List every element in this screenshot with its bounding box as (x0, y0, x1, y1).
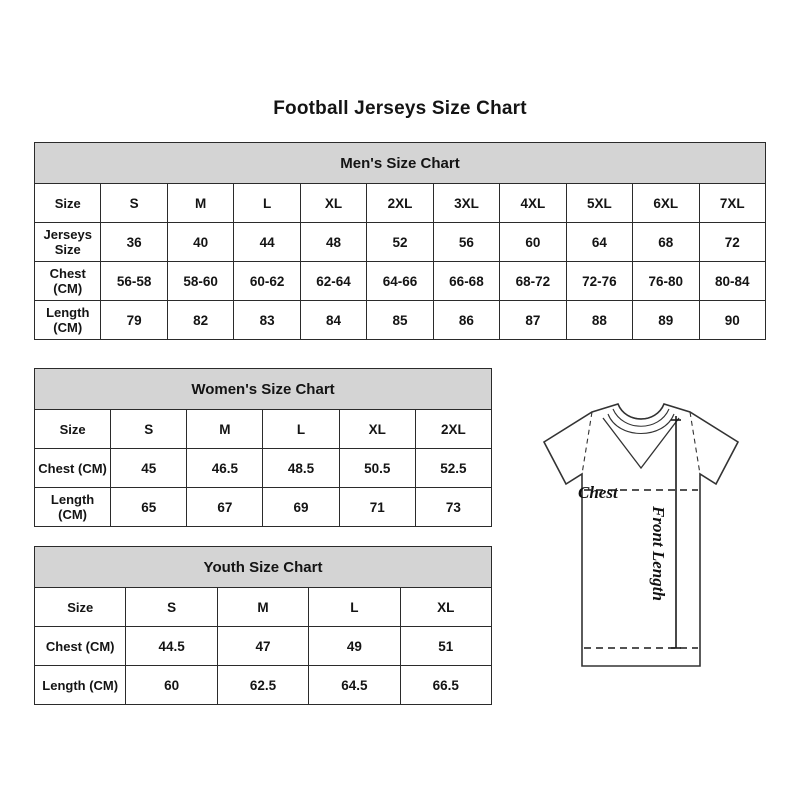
table-row (35, 488, 492, 527)
table-row (35, 588, 492, 627)
table-cell: 7XL (699, 184, 765, 223)
row-label: Chest (CM) (35, 262, 101, 301)
table-cell: 80-84 (699, 262, 765, 301)
row-label: Size (35, 588, 126, 627)
table-cell: 58-60 (167, 262, 233, 301)
table-cell: 44 (234, 223, 300, 262)
table-header-row (35, 547, 492, 588)
table-cell: 71 (339, 488, 415, 527)
table-row (35, 627, 492, 666)
table-row (35, 449, 492, 488)
table-cell: XL (339, 410, 415, 449)
front-length-measure-label: Front Length (649, 506, 668, 601)
table-cell: L (234, 184, 300, 223)
table-cell: 51 (400, 627, 491, 666)
table-cell: 40 (167, 223, 233, 262)
table-cell: 85 (367, 301, 433, 340)
table-cell: L (309, 588, 400, 627)
table-cell: 56-58 (101, 262, 167, 301)
table-cell: 2XL (415, 410, 491, 449)
table-cell: 48.5 (263, 449, 339, 488)
row-label: Chest (CM) (35, 627, 126, 666)
table-cell: 62.5 (217, 666, 308, 705)
table-row (35, 666, 492, 705)
table-cell: L (263, 410, 339, 449)
table-cell: 2XL (367, 184, 433, 223)
table-cell: 84 (300, 301, 366, 340)
mens-chart-heading: Men's Size Chart (35, 143, 766, 184)
row-label: Length (CM) (35, 301, 101, 340)
table-cell: 60-62 (234, 262, 300, 301)
table-cell: S (126, 588, 217, 627)
table-cell: 73 (415, 488, 491, 527)
row-label: Size (35, 184, 101, 223)
row-label: Size (35, 410, 111, 449)
table-cell: 72-76 (566, 262, 632, 301)
jersey-outline-icon (500, 398, 782, 688)
table-header-row (35, 369, 492, 410)
table-cell: 44.5 (126, 627, 217, 666)
table-header-row (35, 143, 766, 184)
table-cell: 68-72 (500, 262, 566, 301)
table-cell: 67 (187, 488, 263, 527)
table-row (35, 184, 766, 223)
table-cell: M (187, 410, 263, 449)
table-cell: 76-80 (633, 262, 699, 301)
left-shoulder-seam (582, 412, 592, 474)
table-cell: S (101, 184, 167, 223)
jersey-measurement-diagram (500, 398, 782, 688)
table-cell: XL (400, 588, 491, 627)
table-cell: 64 (566, 223, 632, 262)
mens-size-chart-table (34, 142, 766, 340)
table-cell: 68 (633, 223, 699, 262)
table-cell: 87 (500, 301, 566, 340)
v-neck-line (603, 418, 679, 468)
table-cell: 72 (699, 223, 765, 262)
table-cell: 4XL (500, 184, 566, 223)
table-cell: 3XL (433, 184, 499, 223)
youth-chart-heading: Youth Size Chart (35, 547, 492, 588)
table-cell: 52 (367, 223, 433, 262)
table-cell: 5XL (566, 184, 632, 223)
table-cell: M (217, 588, 308, 627)
row-label: Chest (CM) (35, 449, 111, 488)
womens-chart-heading: Women's Size Chart (35, 369, 492, 410)
table-cell: 64-66 (367, 262, 433, 301)
table-cell: 66-68 (433, 262, 499, 301)
collar-line-2 (613, 409, 669, 426)
youth-size-chart-table (34, 546, 492, 705)
table-row (35, 223, 766, 262)
table-cell: 45 (111, 449, 187, 488)
row-label: Jerseys Size (35, 223, 101, 262)
row-label: Length (CM) (35, 488, 111, 527)
womens-size-chart-table (34, 368, 492, 527)
table-cell: 64.5 (309, 666, 400, 705)
table-cell: S (111, 410, 187, 449)
table-cell: 36 (101, 223, 167, 262)
table-cell: 65 (111, 488, 187, 527)
table-cell: XL (300, 184, 366, 223)
right-shoulder-seam (690, 412, 700, 474)
table-cell: 66.5 (400, 666, 491, 705)
table-row (35, 262, 766, 301)
table-cell: 56 (433, 223, 499, 262)
table-cell: 89 (633, 301, 699, 340)
table-cell: 88 (566, 301, 632, 340)
table-row (35, 410, 492, 449)
page-title: Football Jerseys Size Chart (273, 98, 527, 119)
table-row (35, 301, 766, 340)
table-cell: 90 (699, 301, 765, 340)
table-cell: 60 (126, 666, 217, 705)
table-cell: 50.5 (339, 449, 415, 488)
table-cell: 83 (234, 301, 300, 340)
table-cell: 60 (500, 223, 566, 262)
table-cell: 6XL (633, 184, 699, 223)
table-cell: 46.5 (187, 449, 263, 488)
table-cell: 48 (300, 223, 366, 262)
table-cell: 69 (263, 488, 339, 527)
chest-measure-label: Chest (578, 483, 618, 502)
table-cell: 62-64 (300, 262, 366, 301)
table-cell: 49 (309, 627, 400, 666)
jersey-body-path (544, 404, 738, 666)
table-cell: 47 (217, 627, 308, 666)
row-label: Length (CM) (35, 666, 126, 705)
table-cell: 86 (433, 301, 499, 340)
table-cell: 79 (101, 301, 167, 340)
table-cell: M (167, 184, 233, 223)
table-cell: 52.5 (415, 449, 491, 488)
table-cell: 82 (167, 301, 233, 340)
collar-line (618, 404, 664, 419)
